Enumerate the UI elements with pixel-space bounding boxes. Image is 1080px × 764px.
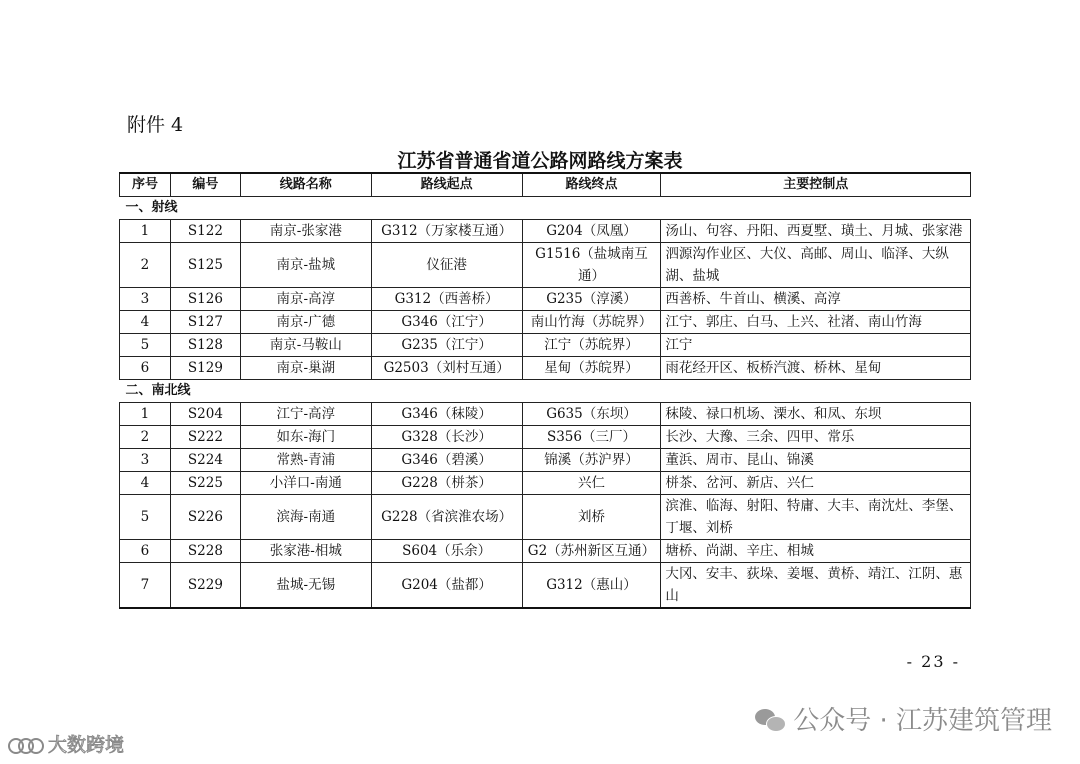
cell-no: 3 [120,288,171,311]
cell-code: S224 [170,449,240,472]
cell-no: 2 [120,243,171,288]
cell-name: 南京-巢湖 [240,357,371,380]
cell-end: 江宁（苏皖界） [522,334,661,357]
corner-watermark [8,730,124,757]
cell-control: 雨花经开区、板桥汽渡、桥林、星甸 [661,357,971,380]
cell-start: G346（碧溪） [371,449,522,472]
cell-no: 4 [120,472,171,495]
cell-code: S226 [170,495,240,540]
cell-start: G312（西善桥） [371,288,522,311]
cell-name: 南京-张家港 [240,220,371,243]
cell-code: S228 [170,540,240,563]
cell-control: 江宁 [661,334,971,357]
section-label: 二、南北线 [120,380,971,403]
cell-name: 南京-马鞍山 [240,334,371,357]
cell-no: 4 [120,311,171,334]
table-row [120,288,971,311]
cell-end: G635（东坝） [522,403,661,426]
document-title: 江苏省普通省道公路网路线方案表 [397,150,683,172]
cell-code: S127 [170,311,240,334]
cell-control: 栟茶、岔河、新店、兴仁 [661,472,971,495]
cell-end: S356（三厂） [522,426,661,449]
cell-end: G235（淳溪） [522,288,661,311]
cell-control: 塘桥、尚湖、辛庄、相城 [661,540,971,563]
table-row [120,243,971,288]
cell-end: 星甸（苏皖界） [522,357,661,380]
cell-end: 刘桥 [522,495,661,540]
cell-start: 仪征港 [371,243,522,288]
cell-code: S222 [170,426,240,449]
cell-start: G346（秣陵） [371,403,522,426]
page-number: - 23 - [906,652,960,671]
attachment-label: 附件 4 [127,114,184,136]
cell-end: 锦溪（苏沪界） [522,449,661,472]
cell-name: 江宁-高淳 [240,403,371,426]
wechat-icon [755,707,785,731]
column-header: 路线终点 [522,173,661,197]
column-header: 序号 [120,173,171,197]
logo-icon [8,733,44,755]
table-row [120,357,971,380]
corner-watermark-text: 大数跨境 [48,734,125,756]
cell-start: G228（省滨淮农场） [371,495,522,540]
table-row [120,220,971,243]
cell-code: S229 [170,563,240,609]
cell-end: G1516（盐城南互通） [522,243,661,288]
cell-name: 南京-高淳 [240,288,371,311]
column-header: 路线起点 [371,173,522,197]
cell-control: 秣陵、禄口机场、溧水、和凤、东坝 [661,403,971,426]
cell-end: 兴仁 [522,472,661,495]
cell-control: 滨淮、临海、射阳、特庸、大丰、南沈灶、李堡、丁堰、刘桥 [661,495,971,540]
cell-start: S604（乐余） [371,540,522,563]
column-header: 线路名称 [240,173,371,197]
cell-start: G204（盐都） [371,563,522,609]
cell-code: S129 [170,357,240,380]
cell-control: 长沙、大豫、三余、四甲、常乐 [661,426,971,449]
table-row [120,540,971,563]
cell-start: G2503（刘村互通） [371,357,522,380]
cell-name: 南京-盐城 [240,243,371,288]
cell-name: 小洋口-南通 [240,472,371,495]
cell-control: 泗源沟作业区、大仪、高邮、周山、临泽、大纵湖、盐城 [661,243,971,288]
cell-control: 董浜、周市、昆山、锦溪 [661,449,971,472]
cell-end: G2（苏州新区互通） [522,540,661,563]
cell-no: 1 [120,220,171,243]
table-row [120,563,971,609]
cell-name: 南京-广德 [240,311,371,334]
column-header: 主要控制点 [661,173,971,197]
route-table [119,172,971,609]
cell-name: 张家港-相城 [240,540,371,563]
cell-code: S225 [170,472,240,495]
cell-code: S128 [170,334,240,357]
cell-name: 盐城-无锡 [240,563,371,609]
section-row [120,380,971,403]
table-row [120,311,971,334]
cell-end: G204（凤凰） [522,220,661,243]
cell-control: 江宁、郭庄、白马、上兴、社渚、南山竹海 [661,311,971,334]
cell-end: G312（惠山） [522,563,661,609]
table-header-row [120,173,971,197]
table-row [120,334,971,357]
cell-start: G346（江宁） [371,311,522,334]
table-row [120,495,971,540]
cell-control: 大冈、安丰、荻垛、姜堰、黄桥、靖江、江阴、惠山 [661,563,971,609]
cell-no: 1 [120,403,171,426]
section-row [120,197,971,220]
cell-start: G328（长沙） [371,426,522,449]
cell-start: G235（江宁） [371,334,522,357]
cell-no: 5 [120,495,171,540]
section-label: 一、射线 [120,197,971,220]
wechat-watermark [755,700,1052,737]
table-row [120,472,971,495]
cell-start: G312（万家楼互通） [371,220,522,243]
watermark-text: 公众号 · 江苏建筑管理 [793,706,1052,736]
cell-start: G228（栟茶） [371,472,522,495]
cell-code: S126 [170,288,240,311]
table-row [120,426,971,449]
cell-control: 西善桥、牛首山、横溪、高淳 [661,288,971,311]
cell-no: 5 [120,334,171,357]
cell-no: 3 [120,449,171,472]
table-row [120,449,971,472]
cell-no: 6 [120,357,171,380]
cell-code: S204 [170,403,240,426]
cell-code: S125 [170,243,240,288]
cell-no: 2 [120,426,171,449]
cell-end: 南山竹海（苏皖界） [522,311,661,334]
cell-name: 如东-海门 [240,426,371,449]
cell-no: 7 [120,563,171,609]
table-row [120,403,971,426]
cell-name: 常熟-青浦 [240,449,371,472]
cell-name: 滨海-南通 [240,495,371,540]
cell-no: 6 [120,540,171,563]
column-header: 编号 [170,173,240,197]
cell-control: 汤山、句容、丹阳、西夏墅、璜土、月城、张家港 [661,220,971,243]
cell-code: S122 [170,220,240,243]
